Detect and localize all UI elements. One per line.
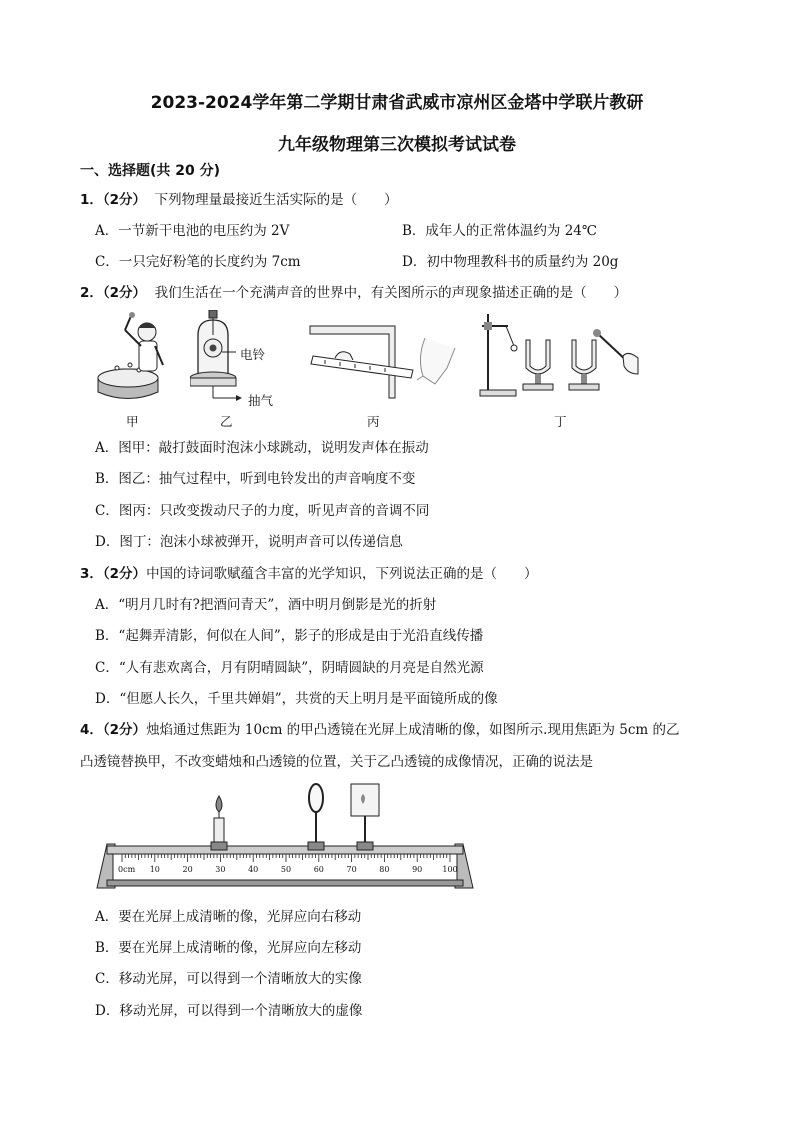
q2-option-b: B．图乙：抽气过程中，听到电铃发出的声音响度不变 [95, 471, 416, 487]
question-1-stem: 1．（2分） 下列物理量最接近生活实际的是（ ） [80, 192, 398, 208]
q1-option-d: D．初中物理教科书的质量约为 20g [402, 254, 619, 270]
ruler-label: 60 [313, 865, 324, 874]
q2-option-d: D．图丁：泡沫小球被弹开，说明声音可以传递信息 [95, 534, 403, 550]
q4-option-c: C．移动光屏，可以得到一个清晰放大的实像 [95, 971, 362, 987]
ruler-label: 50 [280, 865, 292, 874]
title-line-1: 2023-2024学年第二学期甘肃省武威市凉州区金塔中学联片教研 [150, 93, 644, 113]
q4-option-d: D．移动光屏，可以得到一个清晰放大的虚像 [95, 1003, 363, 1019]
figure-label-jia: 甲 [126, 414, 139, 429]
q4-option-b: B．要在光屏上成清晰的像，光屏应向左移动 [95, 940, 362, 956]
ruler-label: 40 [248, 865, 259, 874]
question-4-stem-line-1: 4．（2分）烛焰通过焦距为 10cm 的甲凸透镜在光屏上成清晰的像，如图所示.现用焦距为 5cm 的乙 [80, 722, 680, 738]
figure-bing-ruler [305, 318, 465, 403]
q2-option-a: A．图甲：敲打鼓面时泡沫小球跳动，说明发声体在振动 [95, 440, 429, 456]
figure-optical-bench [95, 780, 480, 895]
figure-label-bing: 丙 [367, 414, 380, 429]
ruler-label: 100 [442, 865, 458, 874]
ruler-label: 10 [149, 865, 160, 874]
ruler-label: 20 [182, 865, 193, 874]
question-2-stem: 2．（2分） 我们生活在一个充满声音的世界中，有关图所示的声现象描述正确的是（ ） [80, 285, 628, 301]
q4-option-a: A．要在光屏上成清晰的像，光屏应向右移动 [95, 909, 362, 925]
q3-option-d: D．“但愿人长久，千里共婵娟”，共赏的天上明月是平面镜所成的像 [95, 691, 498, 707]
q1-option-c: C．一只完好粉笔的长度约为 7cm [95, 254, 301, 270]
q3-option-a: A．“明月几时有?把酒问青天”，酒中明月倒影是光的折射 [95, 597, 437, 613]
ruler-label: 70 [346, 865, 357, 874]
figure-jia-drum [95, 310, 175, 405]
q3-option-c: C．“人有悲欢离合，月有阴晴圆缺”，阴晴圆缺的月亮是自然光源 [95, 660, 484, 676]
q1-option-b: B．成年人的正常体温约为 24℃ [402, 223, 597, 239]
q1-option-a: A．一节新干电池的电压约为 2V [95, 223, 290, 239]
figure-label-bell: 电铃 [240, 347, 266, 362]
ruler-label: 90 [412, 865, 423, 874]
figure-label-yi: 乙 [220, 414, 233, 429]
figure-label-pump: 抽气 [248, 393, 274, 408]
ruler-label: 0cm [118, 865, 136, 874]
ruler-label: 30 [215, 865, 226, 874]
ruler-label: 80 [379, 865, 390, 874]
figure-label-ding: 丁 [554, 414, 567, 429]
q2-option-c: C．图丙：只改变拨动尺子的力度，听见声音的音调不同 [95, 503, 430, 519]
question-4-stem-line-2: 凸透镜替换甲，不改变蜡烛和凸透镜的位置，关于乙凸透镜的成像情况，正确的说法是 [80, 754, 593, 770]
q3-option-b: B．“起舞弄清影，何似在人间”，影子的形成是由于光沿直线传播 [95, 628, 484, 644]
title-line-2: 九年级物理第三次模拟考试试卷 [278, 135, 516, 155]
question-3-stem: 3．（2分）中国的诗词歌赋蕴含丰富的光学知识，下列说法正确的是（ ） [80, 566, 538, 582]
figure-ding-tuning-forks [478, 312, 643, 400]
section-heading: 一、选择题(共 20 分) [80, 163, 221, 179]
